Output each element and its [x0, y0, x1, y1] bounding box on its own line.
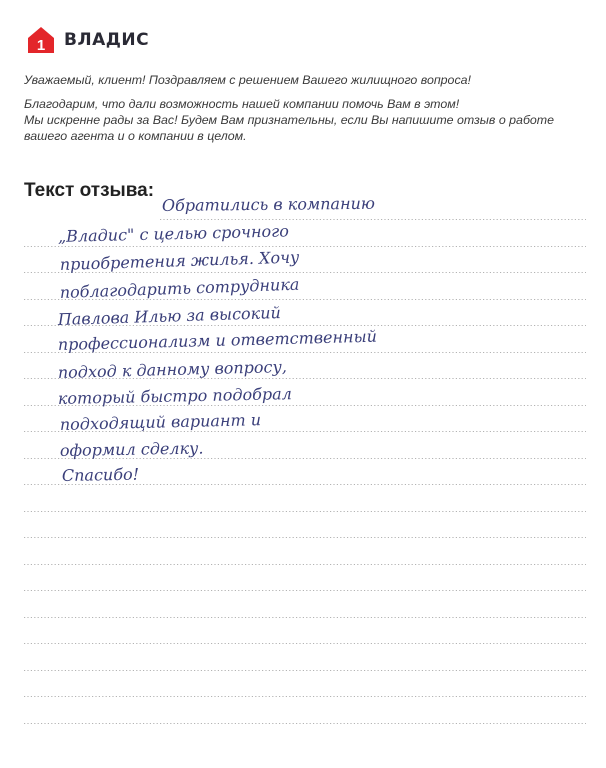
brand-name: ВЛАДИС — [64, 30, 150, 50]
hw-line: который быстро подобрал — [57, 384, 293, 408]
thanks-line-1: Благодарим, что дали возможность нашей компании помочь Вам в этом! — [24, 97, 460, 111]
hw-line: Обратились в компанию — [161, 193, 376, 215]
thanks-line-3: вашего агента и о компании в целом. — [24, 129, 247, 143]
hw-line: подходящий вариант и — [59, 410, 262, 434]
hw-line: оформил сделку. — [59, 438, 204, 460]
hw-line: профессионализм и ответственный — [57, 326, 378, 354]
hw-line: „Владис" с целью срочного — [57, 221, 290, 246]
hw-line: Павлова Илью за высокий — [57, 303, 282, 329]
logo-digit: 1 — [36, 37, 46, 54]
greeting-line: Уважаемый, клиент! Поздравляем с решением Вашего жилищного вопроса! — [24, 73, 471, 87]
thanks-line-2: Мы искренне рады за Вас! Будем Вам признательны, если Вы напишите отзыв о работе — [24, 113, 555, 127]
hw-line: Спасибо! — [61, 464, 140, 485]
hw-line: подход к данному вопросу, — [57, 357, 288, 382]
hw-line: приобретения жилья. Хочу — [59, 247, 300, 274]
hw-line: поблагодарить сотрудника — [59, 274, 300, 302]
review-title: Текст отзыва: — [24, 180, 155, 201]
